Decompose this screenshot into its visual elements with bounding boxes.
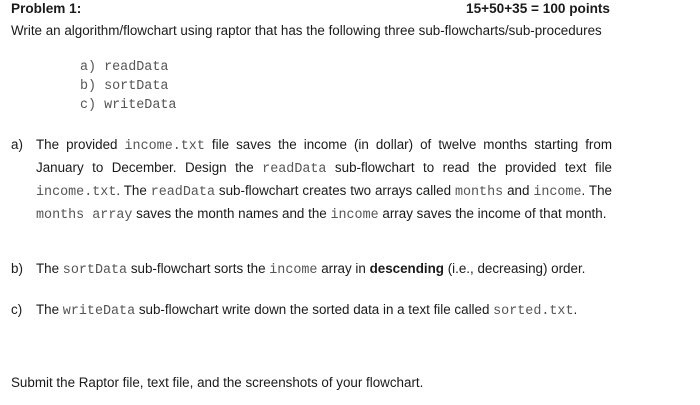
- part-b-text: [36, 258, 612, 281]
- code-run: income: [269, 263, 318, 278]
- text-run: The: [36, 261, 63, 276]
- text-run: array in: [317, 261, 370, 276]
- part-c-label: c): [11, 302, 23, 317]
- part-a: [11, 134, 612, 226]
- part-a-label: a): [11, 137, 23, 152]
- text-run: The: [36, 302, 63, 317]
- text-run: and: [503, 183, 534, 198]
- points-total: 15+50+35 = 100 points: [466, 1, 610, 16]
- part-c: [11, 299, 612, 322]
- text-run: array saves the income of that month.: [378, 206, 607, 221]
- code-run: months array: [36, 208, 133, 223]
- code-run: readData: [150, 185, 215, 200]
- text-run: .: [573, 302, 578, 317]
- code-run: writeData: [62, 304, 136, 319]
- procedure-item-writedata: c) writeData: [80, 98, 177, 113]
- text-run: . The: [116, 183, 151, 198]
- text-run: sub-flowchart sorts the: [127, 261, 270, 276]
- code-run: sorted.txt: [493, 304, 574, 319]
- part-b-label: b): [11, 261, 23, 276]
- text-run: . The: [581, 183, 612, 198]
- procedure-item-sortdata: b) sortData: [80, 79, 169, 94]
- intro-text: Write an algorithm/flowchart using raptor that has the following three sub-flowcharts/sub-procedures: [11, 23, 602, 38]
- code-run: months: [454, 185, 504, 200]
- code-run: income: [330, 208, 379, 223]
- text-run: file saves the income (in dollar) of twelve months starting from January to December. Design the: [36, 137, 612, 175]
- code-run: income.txt: [36, 185, 117, 200]
- text-run: The provided: [36, 137, 125, 152]
- submission-instructions: Submit the Raptor file, text file, and the screenshots of your flowchart.: [11, 375, 424, 390]
- problem-title: Problem 1:: [11, 1, 82, 16]
- text-run: sub-flowchart to read the provided text file: [326, 160, 612, 175]
- procedure-item-readdata: a) readData: [80, 60, 169, 75]
- part-a-text: [36, 134, 612, 226]
- code-run: income: [533, 185, 582, 200]
- text-run: sub-flowchart write down the sorted data in a text file called: [135, 302, 494, 317]
- text-run: saves the month names and the: [132, 206, 331, 221]
- code-run: income.txt: [124, 139, 205, 154]
- text-run: sub-flowchart creates two arrays called: [215, 183, 455, 198]
- procedure-list: [80, 58, 176, 115]
- problem-header: [11, 1, 610, 19]
- part-b: [11, 258, 612, 281]
- code-run: sortData: [62, 263, 128, 278]
- emphasis-run: descending: [369, 261, 444, 276]
- part-c-text: [36, 299, 612, 322]
- text-run: (i.e., decreasing) order.: [443, 261, 586, 276]
- code-run: readData: [262, 162, 327, 177]
